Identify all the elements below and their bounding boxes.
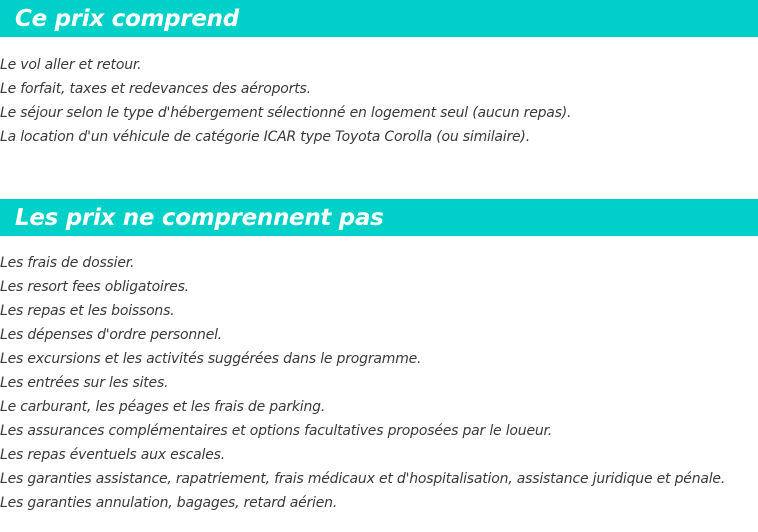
price-includes-section — [0, 0, 758, 149]
price-excludes-list — [0, 251, 758, 515]
price-excludes-heading: Les prix ne comprennent pas — [0, 199, 758, 236]
list-item: Le séjour selon le type d'hébergement sélectionné en logement seul (aucun repas). — [0, 105, 572, 121]
list-item: Les garanties annulation, bagages, retard aérien. — [0, 495, 338, 511]
list-item: Les excursions et les activités suggérées dans le programme. — [0, 351, 422, 367]
list-item: Le carburant, les péages et les frais de parking. — [0, 399, 326, 415]
list-item: Les garanties assistance, rapatriement, frais médicaux et d'hospitalisation, assistance juridique et pénale. — [0, 471, 726, 487]
list-item: Le vol aller et retour. — [0, 57, 142, 73]
list-item: Les assurances complémentaires et options facultatives proposées par le loueur. — [0, 423, 553, 439]
list-item: Les repas et les boissons. — [0, 303, 175, 319]
price-includes-list — [0, 53, 758, 149]
list-item: Les repas éventuels aux escales. — [0, 447, 225, 463]
price-includes-heading: Ce prix comprend — [0, 0, 758, 37]
list-item: Les frais de dossier. — [0, 255, 135, 271]
list-item: Les resort fees obligatoires. — [0, 279, 189, 295]
list-item: La location d'un véhicule de catégorie ICAR type Toyota Corolla (ou similaire). — [0, 129, 530, 145]
list-item: Les dépenses d'ordre personnel. — [0, 327, 223, 343]
list-item: Le forfait, taxes et redevances des aéroports. — [0, 81, 311, 97]
price-excludes-section — [0, 199, 758, 515]
list-item: Les entrées sur les sites. — [0, 375, 169, 391]
